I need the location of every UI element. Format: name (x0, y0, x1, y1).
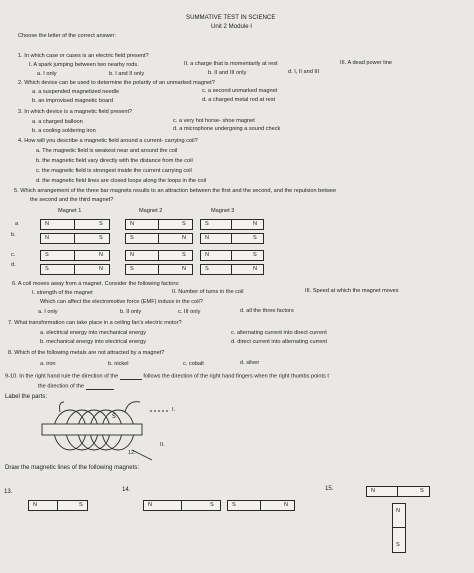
q5-row-4-magnet-2-pole-1: S (130, 266, 134, 272)
q5-row-4-magnet-3-pole-1: S (205, 266, 209, 272)
q2-option-a: a. a suspended magnetized needle (32, 89, 120, 95)
q5-row-2-magnet-1-pole-1: N (45, 235, 50, 241)
q5-row-1-magnet-3-pole-1: S (205, 221, 209, 227)
part-label-3: 12. (128, 450, 136, 456)
item-15-magnet-horizontal (366, 486, 430, 497)
q5-row-4-magnet-3-pole-2: N (253, 266, 258, 272)
q5-row-3-magnet-1-pole-1: S (45, 252, 49, 258)
q5-row-3-magnet-2 (125, 250, 193, 261)
q8-option-d: d. silver (240, 360, 260, 366)
q5-row-2-magnet-3-pole-2: S (253, 235, 257, 241)
item-14-magnet-2 (227, 500, 295, 511)
q5-row-3-magnet-3-pole-2: S (253, 252, 257, 258)
q1-option-a: a. I only (37, 71, 57, 77)
bar-magnet-core (42, 424, 142, 435)
q5-row-3-magnet-2-pole-1: N (130, 252, 135, 258)
q6-option-a: a. I only (38, 309, 58, 315)
item-14-pole-4: N (284, 502, 289, 508)
item-14-magnet-1 (143, 500, 221, 511)
item-14-pole-2: S (210, 502, 214, 508)
q8-option-c: c. cobalt (183, 361, 204, 367)
q5-option-b-letter: b. (11, 232, 16, 238)
q5-row-4-magnet-2-pole-2: N (182, 266, 187, 272)
item-13-number: 13. (4, 488, 13, 495)
q1-stem: 1. In which case or cases is an electric field present? (18, 53, 149, 59)
q6-stem: 6. A coil moves away from a magnet. Consider the following factors: (12, 281, 180, 287)
q5-option-c-letter: c. (11, 252, 16, 258)
q5-row-4-magnet-2 (125, 264, 193, 275)
q1-statement-ii: II. a charge that is momentarily at rest (184, 61, 278, 67)
magnet-1-label: Magnet 1 (58, 208, 82, 214)
q9-part-2: follows the direction of the right hand fingers when the right thumbs points t (143, 373, 329, 380)
q5-row-4-magnet-3 (200, 264, 264, 275)
q5-row-2-magnet-1 (40, 233, 110, 244)
q5-row-2-magnet-2 (125, 233, 193, 244)
q9-part-3: the direction of the (38, 383, 85, 390)
q5-row-3-magnet-1 (40, 250, 110, 261)
q6-option-c: c. III only (178, 309, 201, 315)
q5-row-1-magnet-2-pole-1: N (130, 221, 135, 227)
q6-factor-iii: III. Speed at which the magnet moves (305, 288, 399, 294)
q7-option-d: d. direct current into alternating current (231, 339, 328, 345)
q8-stem: 8. Which of the following metals are not attracted by a magnet? (8, 350, 165, 356)
q1-option-c: b. II and III only (208, 70, 247, 76)
q5-row-2-magnet-1-pole-2: S (99, 235, 103, 241)
test-subtitle: Unit 2 Module I (211, 23, 252, 30)
q2-stem: 2. Which device can be used to determine the polarity of an unmarked magnet? (18, 80, 215, 86)
q5-row-1-magnet-2-pole-2: S (182, 221, 186, 227)
q3-option-c: c. a very hot horse- shoe magnet (173, 118, 255, 124)
q3-option-a: a. a charged balloon (32, 119, 83, 125)
q3-option-b: b. a cooling soldering iron (32, 128, 96, 134)
q9-text-1 (5, 374, 329, 380)
label-parts-title: Label the parts: (5, 393, 48, 400)
q7-stem: 7. What transformation can take place in a ceiling fan's electric motor? (8, 320, 182, 326)
q7-option-b: b. mechanical energy into electrical energy (40, 339, 147, 345)
q5-row-1-magnet-1-pole-2: S (99, 221, 103, 227)
test-title: SUMMATIVE TEST IN SCIENCE (186, 14, 276, 21)
q5-row-2-magnet-3-pole-1: N (205, 235, 210, 241)
magnet-3-label: Magnet 3 (211, 208, 235, 214)
q5-row-1-magnet-1-pole-1: N (45, 221, 50, 227)
item-15-pole-2: S (420, 488, 424, 494)
q5-row-1-magnet-1 (40, 219, 110, 230)
q5-option-d-letter: d. (11, 262, 16, 268)
q5-row-4-magnet-1-pole-2: N (99, 266, 104, 272)
item-15-pole-4: S (396, 542, 400, 548)
q2-option-d: d. a charged metal rod at rest (202, 97, 276, 103)
magnet-2-label: Magnet 2 (139, 208, 163, 214)
q5-row-4-magnet-1 (40, 264, 110, 275)
item-15-number: 15. (325, 485, 334, 492)
item-14-number: 14. (122, 486, 131, 493)
q1-option-b: b. I and II only (109, 71, 145, 77)
coil-diagram (0, 390, 200, 465)
q3-stem: 3. In which device is a magnetic field present? (18, 109, 133, 115)
q5-row-2-magnet-3 (200, 233, 264, 244)
item-15-pole-1: N (371, 488, 376, 494)
q5-option-a-letter: a (15, 221, 19, 227)
q5-stem: 5. Which arrangement of the three bar magnets results to an attraction between the first and the second, and the repulsion betwee (14, 188, 337, 194)
part-label-1: I. (172, 407, 176, 413)
q5-row-1-magnet-3-pole-2: N (253, 221, 258, 227)
q5-row-2-magnet-2-pole-2: N (182, 235, 187, 241)
q3-option-d: d. a microphone undergoing a sound check (173, 126, 281, 132)
q6-question: Which can affect the electromotive force (EMF) induce in the coil? (40, 299, 203, 305)
q7-option-a: a. electrical energy into mechanical energy (40, 330, 147, 336)
q1-statement-i: I. A spark jumping between two nearby rods. (29, 62, 139, 68)
q6-option-b: b. II only (120, 309, 142, 315)
q5-row-3-magnet-2-pole-2: S (182, 252, 186, 258)
q2-option-b: b. an improvised magnetic board (32, 98, 114, 104)
q5-row-3-magnet-3-pole-1: N (205, 252, 210, 258)
coil-lead-right (125, 402, 140, 412)
q6-option-d: d. all the three factors (240, 308, 294, 314)
q5-row-2-magnet-2-pole-1: S (130, 235, 134, 241)
q5-row-1-magnet-3 (200, 219, 264, 230)
item-15-magnet-vertical (392, 503, 406, 553)
q6-factor-ii: II. Number of turns in the coil (172, 289, 244, 295)
q4-option-a: a. The magnetic field is weakest near and around the coil (36, 148, 178, 154)
item-13-pole-1: N (33, 502, 38, 508)
q6-factor-i: I. strength of the magnet (32, 290, 93, 296)
q8-option-b: b. nickel (108, 361, 129, 367)
q7-option-c: c. alternating current into direct current (231, 330, 327, 336)
coil-lead-left (60, 402, 65, 412)
q1-statement-iii: III. A dead power line (340, 60, 392, 66)
q5-row-3-magnet-1-pole-2: N (99, 252, 104, 258)
q5-stem-2: the second and the third magnet? (30, 197, 114, 203)
q4-option-d: d. the magnetic field lines are closed loops along the loops in the coil (36, 178, 207, 184)
item-13-magnet (28, 500, 88, 511)
item-14-pole-1: N (148, 502, 153, 508)
q8-option-a: a. iron (40, 361, 56, 367)
item-14-pole-3: S (232, 502, 236, 508)
instructions: Choose the letter of the correct answer: (18, 33, 116, 39)
draw-title: Draw the magnetic lines of the following magnets: (5, 464, 140, 471)
q5-row-4-magnet-1-pole-1: S (45, 266, 49, 272)
q4-option-c: c. the magnetic field is strongest inside the current carrying coil (36, 168, 192, 174)
q4-option-b: b. the magnetic field vary directly with the distance from the coil (36, 158, 193, 164)
item-15-pole-3: N (396, 508, 401, 514)
q5-row-1-magnet-2 (125, 219, 193, 230)
svg-text:S: S (112, 413, 116, 420)
item-13-pole-2: S (79, 502, 83, 508)
q9-part-1: 9-10. In the right hand rule the direction of the (5, 373, 119, 380)
q1-option-d: d. I, II and III (288, 69, 320, 75)
q9-answer-blank[interactable] (120, 374, 142, 380)
q2-option-c: c. a second unmarked magnet (202, 88, 278, 94)
q5-row-3-magnet-3 (200, 250, 264, 261)
q4-stem: 4. How will you describe a magnetic field around a current- carrying coil? (18, 138, 198, 144)
part-label-2: II. (160, 442, 165, 448)
